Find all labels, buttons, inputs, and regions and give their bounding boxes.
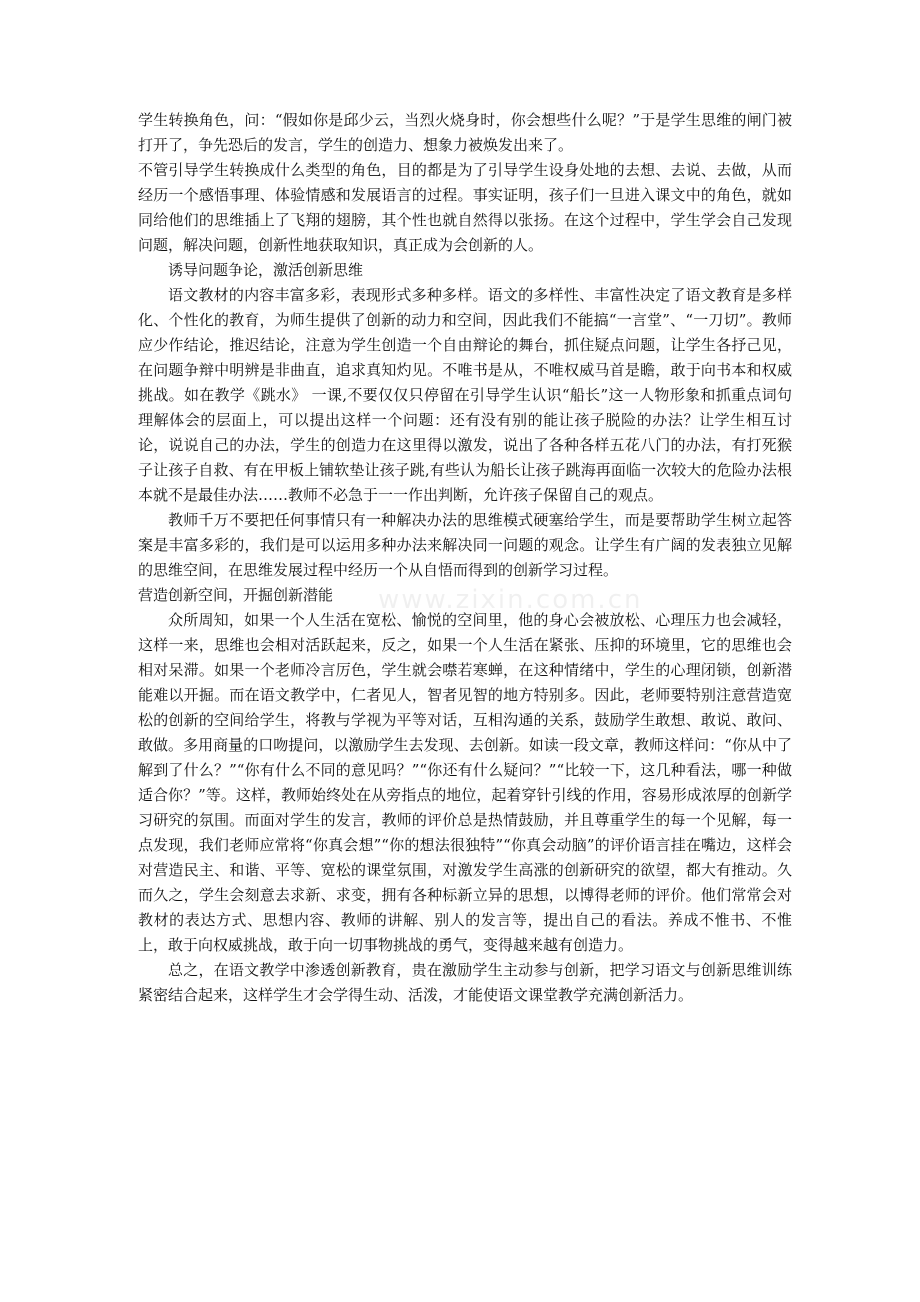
paragraph-summary: 总之，在语文教学中渗透创新教育，贵在激励学生主动参与创新，把学习语文与创新思维训练紧密结合起来，这样学生才会学得生动、活泼，才能使语文课堂教学充满创新活力。 [138,961,792,1004]
paragraph-role-switch-question: 学生转换角色，问：“假如你是邱少云，当烈火烧身时，你会想些什么呢？”于是学生思维的闸门被打开了，争先恐后的发言，学生的创造力、想象力被焕发出来了。 [138,111,792,154]
section-heading-space: 营造创新空间，开掘创新潜能 [138,586,334,604]
paragraph-role-switch-summary: 不管引导学生转换成什么类型的角色，目的都是为了引导学生设身处地的去想、去说、去做，从而经历一个感悟事理、体验情感和发展语言的过程。事实证明，孩子们一旦进入课文中的角色，就如同给他们的思维插上了飞翔的翅膀，其个性也就自然得以张扬。在这个过程中，学生学会自己发现问题，解决问题，创新性地获取知识，真正成为会创新的人。 [138,161,792,254]
paragraph-debate-conclusion: 教师千万不要把任何事情只有一种解决办法的思维模式硬塞给学生，而是要帮助学生树立起答案是丰富多彩的，我们是可以运用多种办法来解决同一问题的观念。让学生有广阔的发表独立见解的思维空间，在思维发展过程中经历一个从自悟而得到的创新学习过程。 [138,511,792,579]
paragraph-space-body: 众所周知，如果一个人生活在宽松、愉悦的空间里，他的身心会被放松、心理压力也会减轻，这样一来，思维也会相对活跃起来，反之，如果一个人生活在紧张、压抑的环境里，它的思维也会相对呆滞。如果一个老师冷言厉色，学生就会噤若寒蝉，在这种情绪中，学生的心理闭锁，创新潜能难以开掘。而在语文教学中，仁者见人，智者见智的地方特别多。因此，老师要特别注意营造宽松的创新的空间给学生，将教与学视为平等对话，互相沟通的关系，鼓励学生敢想、敢说、敢问、敢做。多用商量的口吻提问，以激励学生去发现、去创新。如读一段文章，教师这样问：“你从中了解到了什么？”“你有什么不同的意见吗？”“你还有什么疑问？”“比较一下，这几种看法，哪一种做适合你？”等。这样，教师始终处在从旁指点的地位，起着穿针引线的作用，容易形成浓厚的创新学习研究的氛围。而面对学生的发言，教师的评价总是热情鼓励，并且尊重学生的每一个见解，每一点发现，我们老师应常将“你真会想”“你的想法很独特”“你真会动脑”的评价语言挂在嘴边，这样会对营造民主、和谐、平等、宽松的课堂氛围，对激发学生高涨的创新研究的欲望，都大有推动。久而久之，学生会刻意去求新、求变，拥有各种标新立异的思想，以博得老师的评价。他们常常会对教材的表达方式、思想内容、教师的讲解、别人的发言等，提出自己的看法。养成不惟书、不惟上，敢于向权威挑战，敢于向一切事物挑战的勇气，变得越来越有创造力。 [138,611,792,954]
section-heading-debate: 诱导问题争论，激活创新思维 [168,261,364,279]
document-body [138,108,792,1008]
paragraph-debate-body: 语文教材的内容丰富多彩，表现形式多种多样。语文的多样性、丰富性决定了语文教育是多样化、个性化的教育，为师生提供了创新的动力和空间，因此我们不能搞“一言堂”、“一刀切”。教师应少作结论，推迟结论，注意为学生创造一个自由辩论的舞台，抓住疑点问题，让学生各抒己见，在问题争辩中明辨是非曲直，追求真知灼见。不唯书是从，不唯权威马首是瞻，敢于向书本和权威挑战。如在教学《跳水》 一课,不要仅仅只停留在引导学生认识“船长”这一人物形象和抓重点词句理解体会的层面上，可以提出这样一个问题：还有没有别的能让孩子脱险的办法？让学生相互讨论，说说自己的办法，学生的创造力在这里得以激发，说出了各种各样五花八门的办法，有打死猴子让孩子自救、有在甲板上铺软垫让孩子跳,有些认为船长让孩子跳海再面临一次较大的危险办法根本就不是最佳办法……教师不必急于一一作出判断，允许孩子保留自己的观点。 [138,286,792,504]
watermark: www.zixin.com.cn [378,585,643,615]
